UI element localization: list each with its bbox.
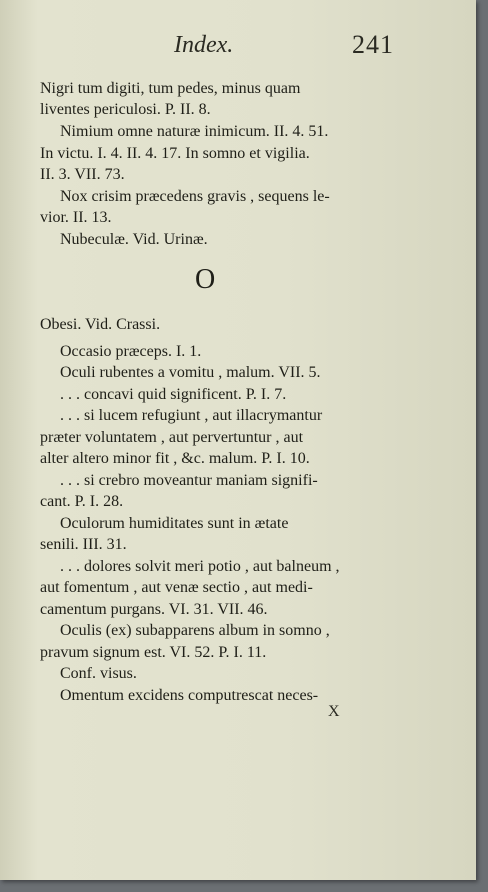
index-line: Obesi. Vid. Crassi. xyxy=(40,316,161,333)
running-head-title: Index. xyxy=(174,32,234,58)
index-line: . . . concavi quid significent. P. I. 7. xyxy=(60,386,287,403)
index-line: liventes periculosi. P. II. 8. xyxy=(40,101,211,118)
index-line: vior. II. 13. xyxy=(40,209,112,226)
index-line: In victu. I. 4. II. 4. 17. In somno et vigilia. xyxy=(40,145,310,162)
index-line: aut fomentum , aut venæ sectio , aut medi- xyxy=(40,579,313,596)
index-line: II. 3. VII. 73. xyxy=(40,166,125,183)
index-line: Nigri tum digiti, tum pedes, minus quam xyxy=(40,80,301,97)
index-line: Oculis (ex) subapparens album in somno , xyxy=(60,622,330,639)
index-line: Omentum excidens computrescat neces- xyxy=(60,687,319,704)
index-line: Oculorum humiditates sunt in ætate xyxy=(60,515,289,532)
index-line: Occasio præceps. I. 1. xyxy=(60,343,202,360)
index-line: cant. P. I. 28. xyxy=(40,493,124,510)
index-line: Nimium omne naturæ inimicum. II. 4. 51. xyxy=(60,123,329,140)
index-line: Nubeculæ. Vid. Urinæ. xyxy=(60,231,208,248)
index-line: alter altero minor fit , &c. malum. P. I. 10. xyxy=(40,450,310,467)
index-line: . . . dolores solvit meri potio , aut balneum , xyxy=(60,558,340,575)
index-line: pravum signum est. VI. 52. P. I. 11. xyxy=(40,644,267,661)
index-line: Oculi rubentes a vomitu , malum. VII. 5. xyxy=(60,364,321,381)
index-line: senili. III. 31. xyxy=(40,536,127,553)
section-letter: O xyxy=(195,264,216,295)
index-line: camentum purgans. VI. 31. VII. 46. xyxy=(40,601,268,618)
index-line: . . . si lucem refugiunt , aut illacrymantur xyxy=(60,407,323,424)
index-line: Nox crisim præcedens gravis , sequens le- xyxy=(60,188,330,205)
page-number: 241 xyxy=(352,30,394,59)
index-line: præter voluntatem , aut pervertuntur , aut xyxy=(40,429,304,446)
index-line: Conf. visus. xyxy=(60,665,137,682)
index-line: . . . si crebro moveantur maniam signifi- xyxy=(60,472,318,489)
signature-mark: X xyxy=(328,703,340,720)
